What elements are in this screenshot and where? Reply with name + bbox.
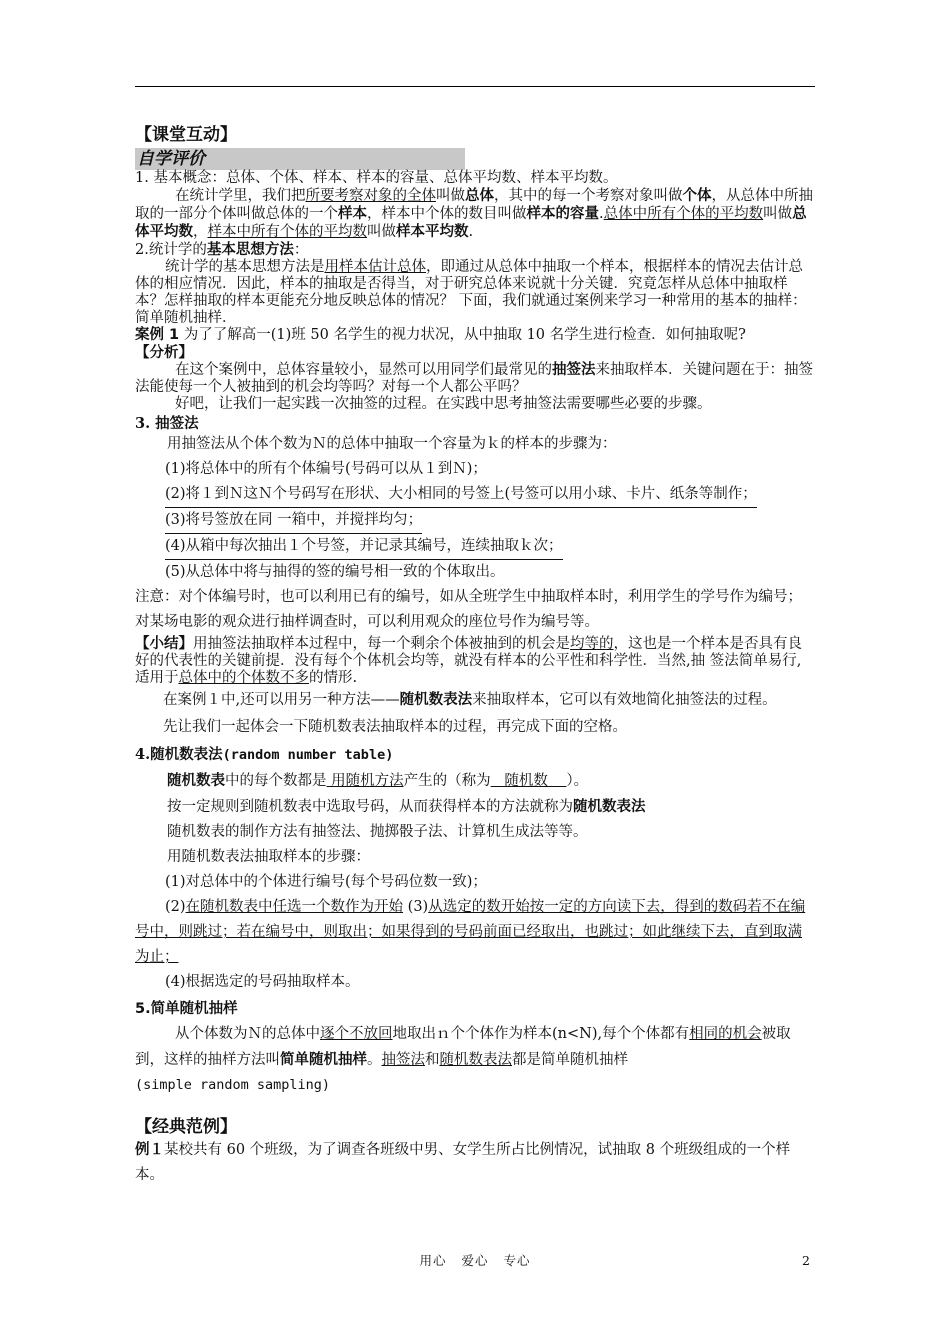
item4-step1: (1)对总体中的个体进行编号(每个号码位数一致)； — [165, 874, 487, 890]
item1-title: 1. 基本概念：总体、个体、样本、样本的容量、总体平均数、样本平均数。 — [135, 170, 618, 186]
item4-step2-3: (2)在随机数表中任选一个数作为开始 (3)从选定的数开始按一定的方向读下去，得到的数码若不在编号中，则跳过；若在编号中，则取出；如果得到的号码前面已经取出，也跳过；如此继续下去，直到取满为止； — [135, 899, 806, 965]
item3-lead-para: 先让我们一起体会一下随机数表法抽取样本的过程，再完成下面的空格。 — [163, 719, 627, 735]
case1-analysis-label: 【分析】 — [135, 344, 193, 361]
footer-slogan: 用心 爱心 专心 — [419, 1253, 531, 1268]
item4-step4: (4)根据选定的号码抽取样本。 — [165, 974, 360, 990]
item3-summary: 【小结】用抽签法抽取样本过程中，每一个剩余个体被抽到的机会是均等的，这也是一个样本是否具有良好的代表性的关键前提．没有每个个体机会均等，就没有样本的公平性和科学性．当然,抽 签法简单易行,适用于总体中的个体数不多的情形. — [135, 635, 802, 686]
page-content — [135, 124, 815, 1188]
case1-text: 案例 1 为了了解高一(1)班 50 名学生的视力状况，从中抽取 10 名学生进行检查．如何抽取呢? — [135, 327, 746, 343]
section-heading-classroom: 【课堂互动】 — [135, 125, 237, 145]
item3-step2: (2)将１到Ｎ这Ｎ个号码写在形状、大小相同的号签上(号签可以用小球、卡片、纸条等制作； — [135, 482, 815, 508]
item4-title: 4.随机数表法(random number table) — [135, 746, 394, 763]
item5-paragraph: 从个体数为Ｎ的总体中逐个不放回地取出ｎ个个体作为样本(n<N),每个个体都有相同的机会被取到，这样的抽样方法叫简单随机抽样。抽签法和随机数表法都是简单随机抽样 — [135, 1026, 791, 1068]
item3-title: 3. 抽签法 — [135, 415, 199, 432]
item3-method-para: 在案例１中,还可以用另一种方法——随机数表法来抽取样本，它可以有效地简化抽签法的过程。 — [163, 691, 777, 708]
item5-english: (simple random sampling) — [135, 1077, 331, 1093]
section-heading-classic: 【经典范例】 — [135, 1117, 237, 1137]
example1-text: 例１某校共有 60 个班级，为了调查各班级中男、女学生所占比例情况，试抽取 8 个班级组成的一个样本。 — [135, 1142, 791, 1183]
item1-paragraph: 在统计学里，我们把所要考察对象的全体叫做总体，其中的每一个考察对象叫做个体，从总体中所抽取的一部分个体叫做总体的一个样本，样本中个体的数目叫做样本的容量.总体中所有个体的平均数叫做总体平均数，样本中所有个体的平均数叫做样本平均数. — [135, 187, 813, 240]
header-rule — [135, 86, 815, 87]
item4-line2: 按一定规则到随机数表中选取号码，从而获得样本的方法就称为随机数表法 — [167, 798, 646, 815]
item4-line1: 随机数表中的每个数都是 用随机方法产生的（称为 随机数 ）。 — [167, 772, 589, 789]
item4-line3: 随机数表的制作方法有抽签法、抛掷骰子法、计算机生成法等等。 — [167, 824, 588, 840]
section-heading-self-eval: 自学评价 — [135, 148, 465, 170]
item3-step5: (5)从总体中将与抽得的签的编号相一致的个体取出。 — [165, 564, 505, 580]
case1-analysis-paragraph: 在这个案例中，总体容量较小，显然可以用同学们最常见的抽签法来抽取样本．关键问题在于：抽签法能使每一个人被抽到的机会均等吗？对每一个人都公平吗？ — [135, 361, 813, 395]
case1-practice: 好吧，让我们一起实践一次抽签的过程。在实践中思考抽签法需要哪些必要的步骤。 — [175, 396, 712, 412]
item2-paragraph: 统计学的基本思想方法是用样本估计总体，即通过从总体中抽取一个样本，根据样本的情况去估计总体的相应情况．因此，样本的抽取是否得当，对于研究总体来说就十分关键．究竟怎样从总体中抽取样本？怎样抽取的样本更能充分地反映总体的情况？ 下面，我们就通过案例来学习一种常用的基本的抽样：简单随机抽样． — [135, 259, 807, 326]
item3-step1: (1)将总体中的所有个体编号(号码可以从１到Ｎ)； — [165, 461, 487, 477]
page-number: 2 — [802, 1253, 810, 1268]
item5-title: 5.简单随机抽样 — [135, 1001, 238, 1017]
item4-line4: 用随机数表法抽取样本的步骤： — [167, 849, 370, 865]
item3-note: 注意：对个体编号时，也可以利用已有的编号，如从全班学生中抽取样本时，利用学生的学号作为编号；对某场电影的观众进行抽样调查时，可以利用观众的座位号作为编号等。 — [135, 589, 802, 630]
item3-step4: (4)从箱中每次抽出１个号签，并记录其编号，连续抽取ｋ次； — [135, 534, 815, 560]
item3-intro: 用抽签法从个体个数为Ｎ的总体中抽取一个容量为ｋ的样本的步骤为： — [167, 436, 617, 452]
item3-step3: (3)将号签放在同 一箱中，并搅拌均匀； — [135, 508, 815, 534]
item2-title: 2.统计学的基本思想方法： — [135, 241, 309, 258]
